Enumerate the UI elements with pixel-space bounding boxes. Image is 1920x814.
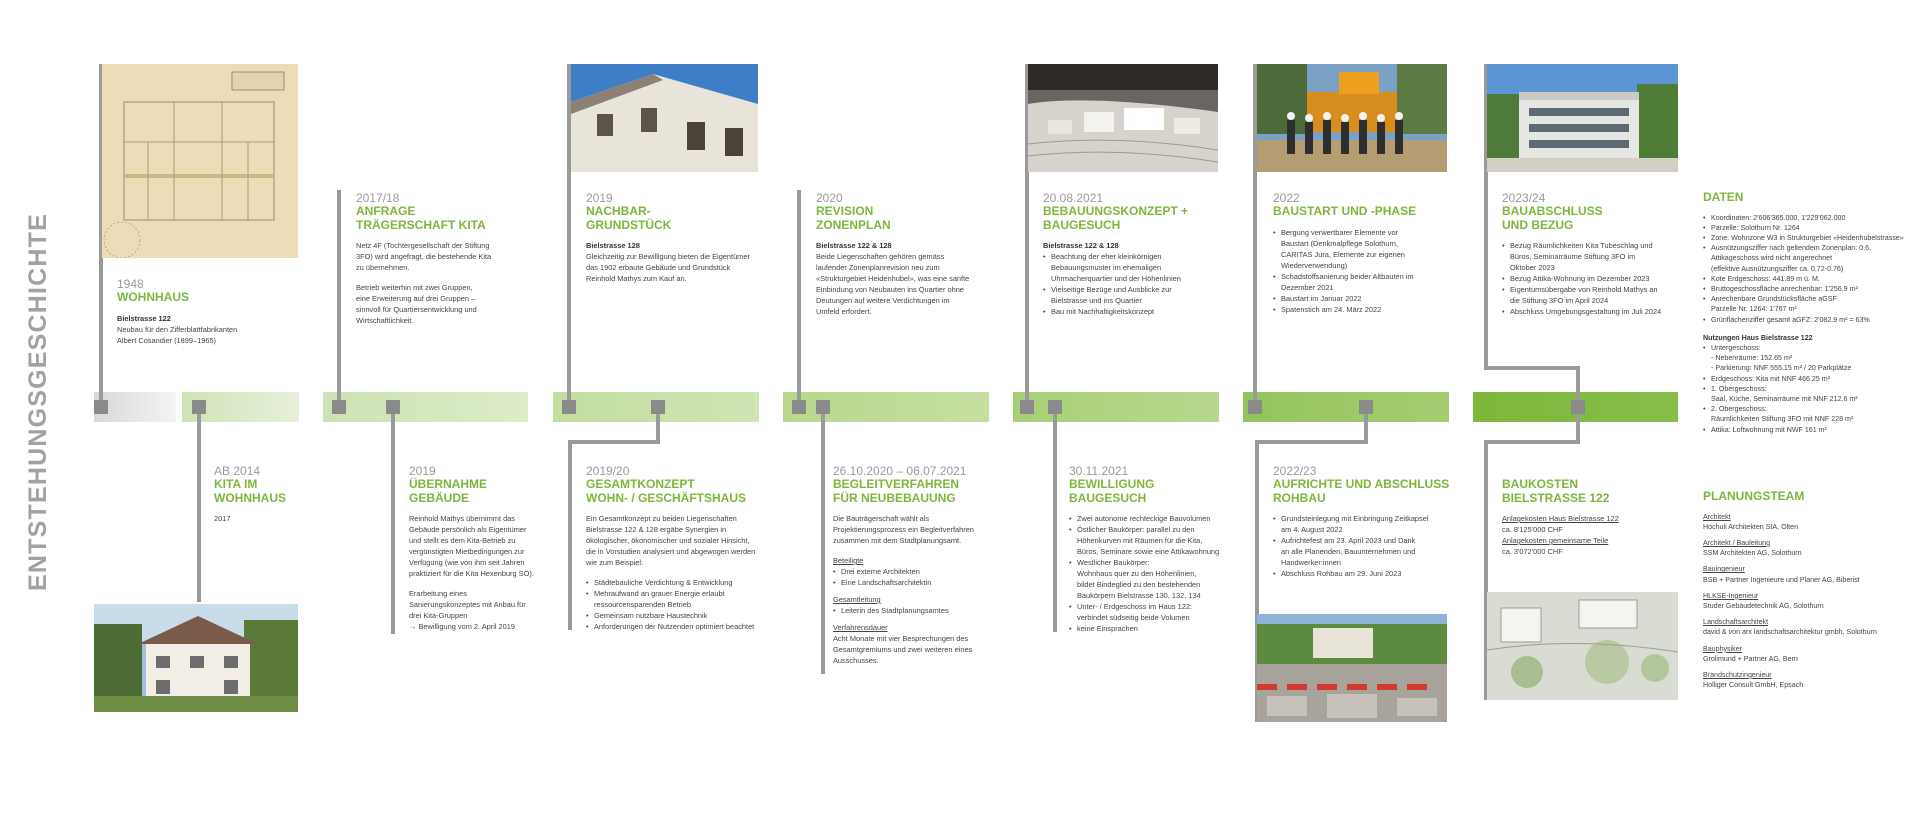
event-title: REVISION ZONENPLAN — [816, 204, 891, 232]
connector-2021b — [1053, 404, 1057, 632]
event-sub: Bielstrasse 128 — [586, 241, 640, 250]
event-text: Gleichzeitig zur Bewilligung bieten die Eigentümer das 1902 erbaute Gebäude und Grundstück Reinhold Mathys zum Kauf an. — [586, 252, 750, 283]
event-title: AUFRICHTE UND ABSCHLUSS ROHBAU — [1273, 477, 1450, 505]
event-title: ANFRAGE TRÄGERSCHAFT KITA — [356, 204, 486, 232]
connector-2019-20-b — [568, 440, 572, 630]
planungsteam-section — [1703, 490, 1915, 696]
timeline-band-3 — [323, 392, 528, 422]
event-year: 2019/20 — [586, 464, 630, 478]
event-title: BEGLEITVERFAHREN FÜR NEUBEBAUUNG — [833, 477, 960, 505]
connector-2023-h — [1484, 366, 1580, 370]
photo-model — [1028, 64, 1218, 172]
team-name: david & von arx landschaftsarchitektur gmbh, Solothurn — [1703, 628, 1877, 637]
baukosten-title: BAUKOSTEN BIELSTRASSE 122 — [1502, 477, 1610, 505]
photo-building — [1487, 64, 1678, 172]
marker-2021a — [1020, 400, 1034, 414]
event-2019b — [586, 191, 766, 284]
list-item: • Städtebauliche Verdichtung & Entwicklung — [586, 577, 771, 588]
list-item: • Drei externe Architekten — [833, 566, 1018, 577]
event-text: Betrieb weiterhin mit zwei Gruppen, eine Erweiterung auf drei Gruppen – sinnvoll für Quartiersentwicklung und Wirtschaftlichkeit. — [356, 283, 477, 325]
list-item: • Eine Landschaftsarchitektin — [833, 577, 1018, 588]
connector-2014 — [197, 404, 201, 602]
event-text: Netz 4F (Tochtergesellschaft der Stiftung 3FO) wird angefragt, die bestehende Kita zu übernehmen. — [356, 241, 492, 272]
list-item: • Mehraufwand an grauer Energie erlaubt ressourcensparenden Betrieb — [586, 588, 771, 610]
list-item: • Koordinaten: 2'606'365.000, 1'229'062.000 — [1703, 213, 1915, 223]
photo-house-2014 — [94, 604, 298, 712]
event-title: ÜBERNAHME GEBÄUDE — [409, 477, 487, 505]
connector-2022-23-h — [1255, 440, 1368, 444]
marker-2020b — [816, 400, 830, 414]
nutzungen-title: Nutzungen Haus Bielstrasse 122 — [1703, 333, 1813, 342]
list-item: • Bezug Räumlichkeiten Kita Tubeschlag und Büros, Seminarräume Stiftung 3FO im Oktober 2023 — [1502, 240, 1692, 273]
event-list — [1043, 251, 1233, 317]
baukosten-value: ca. 8'125'000 CHF — [1502, 525, 1563, 534]
event-2019a — [409, 464, 539, 641]
team-name: SSM Architekten AG, Solothurn — [1703, 549, 1802, 558]
event-text: Reinhold Mathys übernimmt das Gebäude persönlich als Eigentümer und stellt es dem Kita-Betrieb zu vergünstigten Mietbedingungen zur Verfügung (wie von ihm seit Jahren praktiziert für die Kita Hexenburg SO). — [409, 514, 534, 578]
timeline-band-7 — [1243, 392, 1449, 422]
marker-2019-20 — [651, 400, 665, 414]
connector-2019a — [391, 404, 395, 634]
event-text: 2017 — [214, 514, 231, 523]
event-list — [1273, 513, 1468, 579]
marker-2017 — [332, 400, 346, 414]
event-2021b — [1069, 464, 1249, 640]
list-item: • Beachtung der eher kleinkörnigen Bebauungsmuster im ehemaligen Uhrmacherquartier und der Höhenlinien — [1043, 251, 1233, 284]
event-text: Neubau für den Zifferblattfabrikanten Albert Cosandier (1899–1965) — [117, 324, 238, 345]
event-text: Beide Liegenschaften gehören gemäss laufender Zonenplanrevision neu zum «Strukturgebiet Heidenhubel», was eine sanfte Einbindung von Neubauten ins Quartier ohne Deutungen auf weitere Verdichtungen im Umfeld erfordert. — [816, 252, 970, 316]
list-item: • Schadstoffsanierung beider Altbauten im Dezember 2021 — [1273, 271, 1458, 293]
timeline-band-5 — [783, 392, 989, 422]
daten-section — [1703, 191, 1915, 441]
event-year: 2019 — [409, 464, 436, 478]
list-item: • Ausnützungsziffer nach geltendem Zonenplan: 0.6, Attikageschoss wird nicht angerechnet (effektive Ausnützungsziffer ca. 0.72-0.76) — [1703, 243, 1915, 274]
marker-2019a — [386, 400, 400, 414]
list-item: • Bergung verwertbarer Elemente vor Baustart (Denkmalpflege Solothurn, CARITAS Jura, Elemente zur eigenen Wiederverwendung) — [1273, 227, 1458, 271]
team-role: Brandschutzingenieur — [1703, 670, 1772, 679]
timeline-band-6 — [1013, 392, 1219, 422]
list-item: • 2. Obergeschoss: Räumlichkeiten Stiftung 3FO mit NNF 228 m² — [1703, 404, 1915, 424]
list-item: • Leiterin des Stadtplanungsamtes — [833, 605, 1018, 616]
event-2014 — [214, 464, 304, 524]
list-item: • 1. Obergeschoss: Saal, Küche, Seminarräume mit NNF 212.6 m² — [1703, 384, 1915, 404]
event-title: BAUABSCHLUSS UND BEZUG — [1502, 204, 1603, 232]
event-title: KITA IM WOHNHAUS — [214, 477, 286, 505]
photo-floorplan — [102, 64, 298, 258]
event-title: BEBAUUNGSKONZEPT + BAUGESUCH — [1043, 204, 1189, 232]
event-1948 — [117, 277, 297, 346]
event-list — [1502, 240, 1692, 317]
event-title: WOHNHAUS — [117, 290, 189, 304]
event-heading: Gesamtleitung — [833, 595, 881, 604]
photo-house-128 — [571, 64, 758, 172]
event-heading: Verfahrensdauer — [833, 623, 888, 632]
baukosten — [1502, 478, 1672, 557]
list-item: • Zwei autonome rechteckige Bauvolumen — [1069, 513, 1249, 524]
marker-1948 — [94, 400, 108, 414]
event-2017 — [356, 191, 506, 335]
event-text: Erarbeitung eines Sanierungskonzeptes mit Anbau für drei Kita-Gruppen → Bewilligung vom 2. April 2019 — [409, 589, 526, 631]
event-sub: Bielstrasse 122 & 128 — [1043, 241, 1119, 250]
connector-2020 — [797, 190, 801, 406]
event-text: Acht Monate mit vier Besprechungen des Gesamtgremiums und zwei weiteren eines Ausschusses. — [833, 634, 973, 665]
event-list — [833, 605, 1018, 616]
list-item: • Grünflächenziffer gesamt aGFZ: 2'082.9 m² = 63% — [1703, 315, 1915, 325]
photo-siteplan — [1487, 592, 1678, 700]
event-year: 2022 — [1273, 191, 1300, 205]
marker-2014 — [192, 400, 206, 414]
list-item: • Anrechenbare Grundstücksfläche aGSF Parzelle Nr. 1264: 1'767 m² — [1703, 294, 1915, 314]
event-2022-23 — [1273, 464, 1468, 585]
list-item: • Erdgeschoss: Kita mit NNF 466.25 m² — [1703, 374, 1915, 384]
connector-2019-20-h — [568, 440, 660, 444]
event-list — [1273, 227, 1458, 315]
event-2023 — [1502, 191, 1692, 323]
list-item: • Kote Erdgeschoss: 441.89 m ü. M. — [1703, 274, 1915, 284]
list-item: • Östlicher Baukörper: parallel zu den Höhenkurven mit Räumen für die Kita, Büros, Seminare sowie eine Attikawohnung — [1069, 524, 1249, 557]
list-item: • Bruttogeschossfläche anrechenbar: 1'256.9 m² — [1703, 284, 1915, 294]
team-role: Bauphysiker — [1703, 644, 1743, 653]
photo-groundbreaking — [1257, 64, 1447, 172]
event-year: 2019 — [586, 191, 613, 205]
connector-2020b — [821, 404, 825, 674]
team-role: Landschaftsarchitekt — [1703, 618, 1769, 627]
list-item: • Westlicher Baukörper: Wohnhaus quer zu den Höhenlinien, bildet Bindeglied zu den bestehenden Baukörpern Bielstrasse 130, 132, 134 — [1069, 557, 1249, 601]
marker-2023 — [1571, 400, 1585, 414]
list-item: • Bau mit Nachhaltigkeitskonzept — [1043, 306, 1233, 317]
list-item: • Parzelle: Solothurn Nr. 1264 — [1703, 223, 1915, 233]
marker-2019b — [562, 400, 576, 414]
marker-2022 — [1248, 400, 1262, 414]
event-year: 2023/24 — [1502, 191, 1546, 205]
list-item: • keine Einsprachen — [1069, 623, 1249, 634]
list-item: • Zone: Wohnzone W3 in Strukturgebiet «Heidenhubelstrasse» — [1703, 233, 1915, 243]
list-item: • Abschluss Umgebungsgestaltung im Juli 2024 — [1502, 306, 1692, 317]
team-role: HLKSE-Ingenieur — [1703, 591, 1759, 600]
event-year: 2022/23 — [1273, 464, 1317, 478]
event-year: 1948 — [117, 277, 144, 291]
team-role: Bauingenieur — [1703, 565, 1745, 574]
event-2020 — [816, 191, 1001, 317]
list-item: • Abschluss Rohbau am 29. Juni 2023 — [1273, 568, 1468, 579]
event-text: Ein Gesamtkonzept zu beiden Liegenschaften Bielstrasse 122 & 128 ergäbe Synergien in ökologischer, ökonomischer und sozialer Hinsicht, die in Vorstudien analysiert und abgewogen werden wie zum Beispiel: — [586, 514, 756, 567]
connector-kosten-h — [1484, 440, 1580, 444]
daten-list — [1703, 213, 1915, 325]
event-2021a — [1043, 191, 1233, 323]
nutzungen-list — [1703, 343, 1915, 435]
team-name: Grolimund + Partner AG, Bern — [1703, 654, 1798, 663]
baukosten-label: Anlagekosten Haus Bielstrasse 122 — [1502, 514, 1619, 523]
event-title: BEWILLIGUNG BAUGESUCH — [1069, 477, 1155, 505]
page-title: ENTSTEHUNGSGESCHICHTE — [24, 212, 52, 591]
list-item: • Bezug Attika-Wohnung im Dezember 2023 — [1502, 273, 1692, 284]
connector-2017 — [337, 190, 341, 406]
planungsteam-title: PLANUNGSTEAM — [1703, 489, 1805, 503]
event-title: NACHBAR- GRUNDSTÜCK — [586, 204, 672, 232]
event-2019-20 — [586, 464, 771, 638]
list-item: • Aufrichtefest am 23. April 2023 und Dank an alle Planenden, Bauunternehmen und Handwerker:innen — [1273, 535, 1468, 568]
marker-2020 — [792, 400, 806, 414]
event-sub: Bielstrasse 122 — [117, 313, 171, 323]
marker-2022-23 — [1359, 400, 1373, 414]
marker-2021b — [1048, 400, 1062, 414]
list-item: • Untergeschoss: - Nebenräume: 152.65 m² - Parkierung: NNF 555.15 m² / 20 Parkplätze — [1703, 343, 1915, 374]
list-item: • Unter- / Erdgeschoss im Haus 122: verbindet südseitig beide Volumen — [1069, 601, 1249, 623]
event-title: GESAMTKONZEPT WOHN- / GESCHÄFTSHAUS — [586, 477, 746, 505]
event-year: 2017/18 — [356, 191, 400, 205]
team-name: Studer Gebäudetechnik AG, Solothurn — [1703, 601, 1824, 610]
event-heading: Beteiligte — [833, 556, 864, 565]
event-list — [833, 566, 1018, 588]
event-year: 26.10.2020 – 06.07.2021 — [833, 464, 967, 478]
baukosten-value: ca. 3'072'000 CHF — [1502, 547, 1563, 556]
event-list — [586, 577, 771, 632]
daten-title: DATEN — [1703, 190, 1744, 204]
event-text: Die Bauträgerschaft wählt als Projektierungsprozess ein Begleitverfahren zusammen mit dem Stadtplanungsamt. — [833, 514, 974, 545]
team-name: Holliger Consult GmbH, Epsach — [1703, 681, 1804, 690]
event-2020b — [833, 464, 1018, 666]
event-2022 — [1273, 191, 1458, 321]
baukosten-label: Anlagekosten gemeinsame Teile — [1502, 536, 1609, 545]
event-sub: Bielstrasse 122 & 128 — [816, 241, 892, 250]
list-item: • Eigentumsübergabe von Reinhold Mathys an die Stiftung 3FO im April 2024 — [1502, 284, 1692, 306]
event-year: AB 2014 — [214, 464, 261, 478]
team-name: BSB + Partner Ingenieure und Planer AG, Biberist — [1703, 575, 1860, 584]
team-role: Architekt — [1703, 512, 1731, 521]
list-item: • Spatenstich am 24. März 2022 — [1273, 304, 1458, 315]
list-item: • Vielseitige Bezüge und Ausblicke zur Bielstrasse und ins Quartier — [1043, 284, 1233, 306]
list-item: • Attika: Loftwohnung mit NWF 161 m² — [1703, 425, 1915, 435]
team-name: Hochuli Architekten SIA, Olten — [1703, 522, 1799, 531]
list-item: • Gemeinsam nutzbare Haustechnik — [586, 610, 771, 621]
list-item: • Grundsteinlegung mit Einbringung Zeitkapsel am 4. August 2022 — [1273, 513, 1468, 535]
event-title: BAUSTART UND -PHASE — [1273, 204, 1417, 218]
event-year: 2020 — [816, 191, 843, 205]
event-year: 20.08.2021 — [1043, 191, 1104, 205]
photo-construction — [1257, 614, 1447, 722]
list-item: • Baustart im Januar 2022 — [1273, 293, 1458, 304]
list-item: • Anforderungen der Nutzenden optimiert beachtet — [586, 621, 771, 632]
event-list — [1069, 513, 1249, 634]
team-role: Architekt / Bauleitung — [1703, 538, 1771, 547]
event-year: 30.11.2021 — [1069, 464, 1129, 478]
